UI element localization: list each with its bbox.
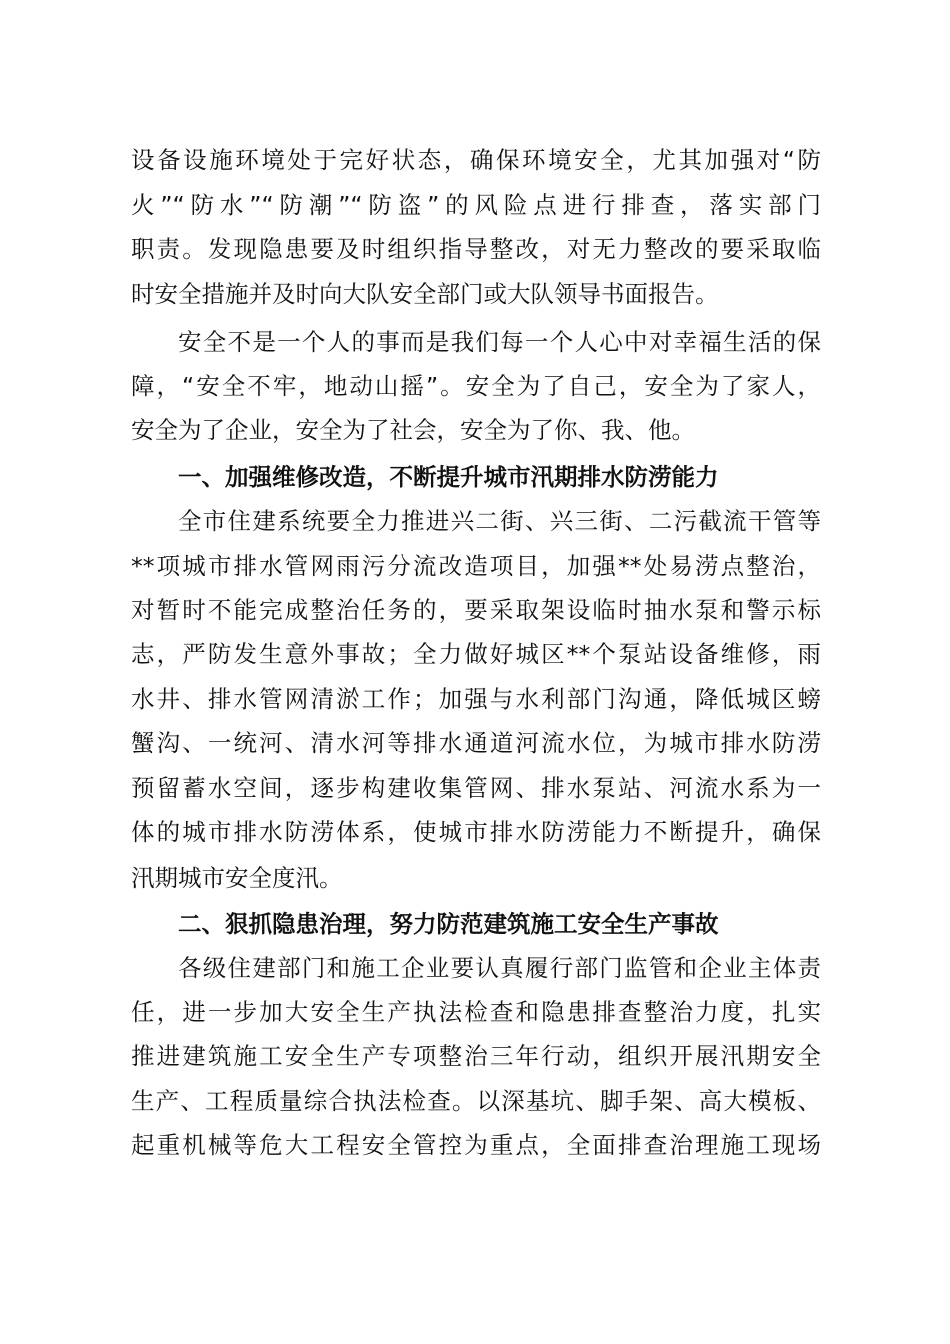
paragraph-line: 生产、工程质量综合执法检查。以深基坑、脚手架、高大模板、 xyxy=(131,1087,821,1115)
paragraph-line: 火”“防水”“防潮”“防盗”的风险点进行排查，落实部门 xyxy=(131,191,821,219)
paragraph-line: 时安全措施并及时向大队安全部门或大队领导书面报告。 xyxy=(131,280,719,308)
paragraph-line: **项城市排水管网雨污分流改造项目，加强**处易涝点整治， xyxy=(131,552,821,580)
paragraph-line: 预留蓄水空间，逐步构建收集管网、排水泵站、河流水系为一 xyxy=(131,774,821,802)
paragraph-line: 志，严防发生意外事故；全力做好城区**个泵站设备维修，雨 xyxy=(131,640,821,668)
paragraph-line: 水井、排水管网清淤工作；加强与水利部门沟通，降低城区螃 xyxy=(131,685,821,713)
paragraph-line: 安全不是一个人的事而是我们每一个人心中对幸福生活的保 xyxy=(178,328,821,356)
paragraph-line: 职责。发现隐患要及时组织指导整改，对无力整改的要采取临 xyxy=(131,235,821,263)
paragraph-line: 对暂时不能完成整治任务的，要采取架设临时抽水泵和警示标 xyxy=(131,596,821,624)
paragraph-line: 全市住建系统要全力推进兴二街、兴三街、二污截流干管等 xyxy=(178,507,821,535)
paragraph-line: 安全为了企业，安全为了社会，安全为了你、我、他。 xyxy=(131,416,695,444)
paragraph-line: 汛期城市安全度汛。 xyxy=(131,864,343,892)
paragraph-line: 障，“安全不牢，地动山摇”。安全为了自己，安全为了家人， xyxy=(131,372,821,400)
paragraph-line: 设备设施环境处于完好状态，确保环境安全，尤其加强对“防 xyxy=(131,146,821,174)
paragraph-line: 起重机械等危大工程安全管控为重点，全面排查治理施工现场 xyxy=(131,1131,821,1159)
paragraph-line: 任，进一步加大安全生产执法检查和隐患排查整治力度，扎实 xyxy=(131,998,821,1026)
section-heading: 一、加强维修改造，不断提升城市汛期排水防涝能力 xyxy=(178,463,719,491)
paragraph-line: 各级住建部门和施工企业要认真履行部门监管和企业主体责 xyxy=(178,954,821,982)
section-heading: 二、狠抓隐患治理，努力防范建筑施工安全生产事故 xyxy=(178,910,719,938)
paragraph-line: 推进建筑施工安全生产专项整治三年行动，组织开展汛期安全 xyxy=(131,1042,821,1070)
paragraph-line: 体的城市排水防涝体系，使城市排水防涝能力不断提升，确保 xyxy=(131,818,821,846)
paragraph-line: 蟹沟、一统河、清水河等排水通道河流水位，为城市排水防涝 xyxy=(131,729,821,757)
